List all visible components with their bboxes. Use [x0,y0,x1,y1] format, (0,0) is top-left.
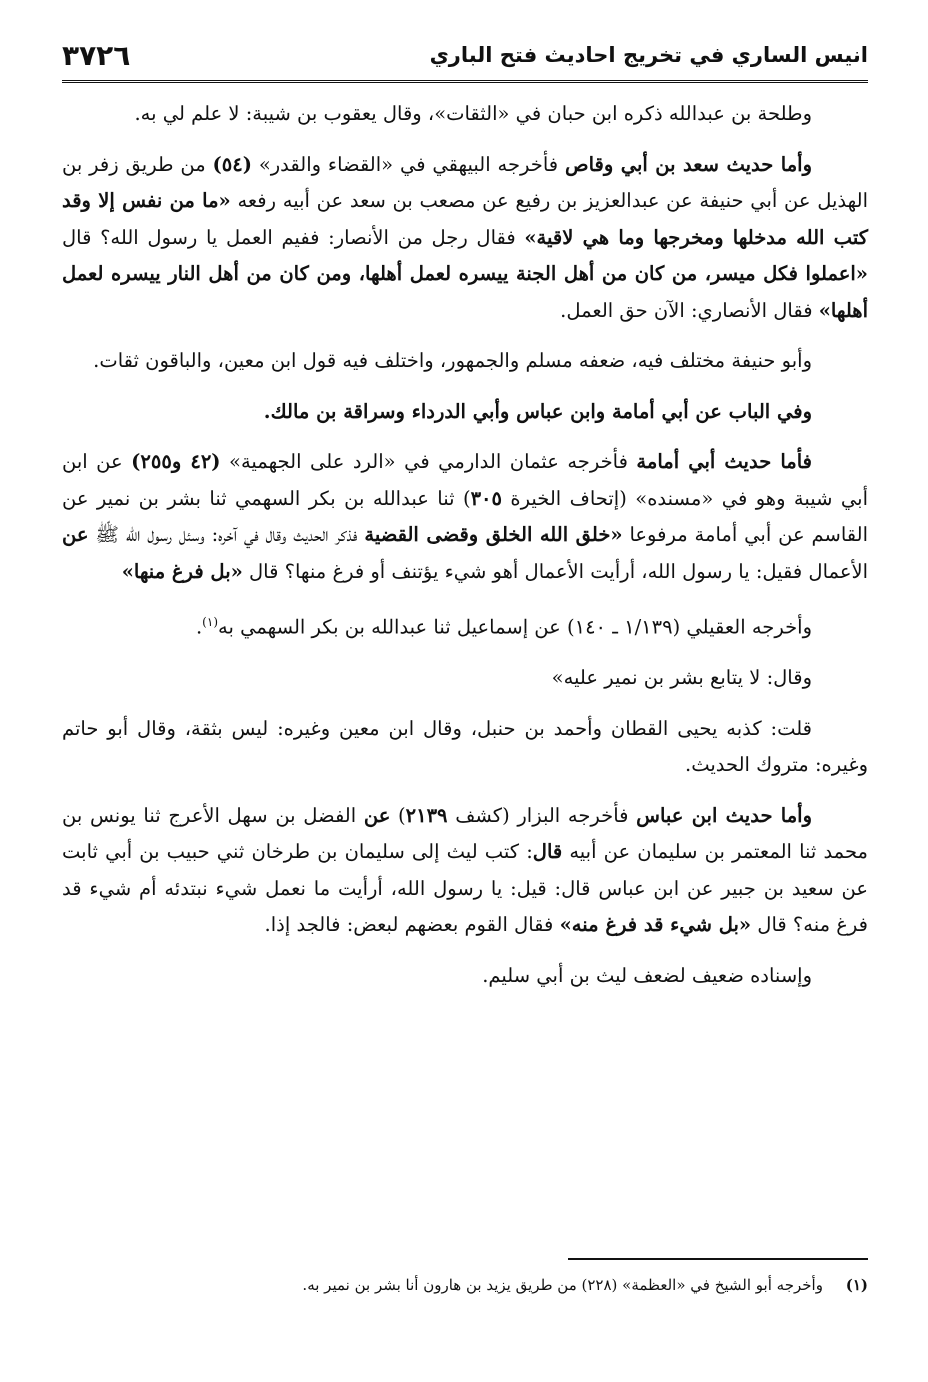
page-number: ٣٧٢٦ [62,38,131,72]
bold-text: «خلق الله الخلق وقضى القضية [364,523,623,546]
bold-text: فأما حديث أبي أمامة [636,450,813,473]
text-run: فأخرجه البزار (كشف [447,803,637,827]
text-run: ) ثنا عبدالله بن بكر السهمي ثنا بشر بن نمير عن القاسم عن أبي أمامة مرفوعا [62,486,868,546]
page-header [62,34,868,76]
bold-text: «اعملوا فكل ميسر، من كان من أهل الجنة ييسره لعمل أهلها، ومن كان من أهل النار ييسره لعمل أهلها» [62,262,868,322]
text-run: وقال: لا يتابع بشر بن نمير عليه» [551,666,812,689]
text-run: الأعمال فقيل: يا رسول الله، أرأيت الأعمال أهو شيء يؤتنف أو فرغ منها؟ قال [242,559,868,583]
bold-text: قال [532,840,563,863]
paragraph [62,394,868,431]
paragraph [62,711,868,784]
paragraph [62,798,868,944]
bold-text: «بل شيء قد فرغ منه» [559,913,752,936]
bold-text: «ما من نفس إلا وقد كتب الله مدخلها ومخرجها وما هي لاقية» [62,189,868,249]
running-title: انيس الساري في تخريج احاديث فتح الباري [429,43,868,67]
bold-text: وأما حديث ابن عباس [636,803,812,827]
text-run: وطلحة بن عبدالله ذكره ابن حبان في «الثقات»، وقال يعقوب بن شيبة: لا علم لي به. [134,102,812,125]
body-text [62,96,868,1008]
text-run: : كتب ليث إلى سليمان بن طرخان ثني حبيب بن أبي ثابت عن سعيد بن جبير عن ابن عباس قال: قيل: يا رسول الله، أرأيت ما نعمل شيء نبتدئه أم شيء قد فرغ منه؟ قال [62,840,868,936]
bold-text: «بل فرغ منها» [121,559,243,583]
text-run: الفضل بن سهل الأعرج ثنا يونس بن محمد ثنا المعتمر بن سليمان عن أبيه [62,803,868,863]
text-run: فذكر الحديث وقال في آخره: وسئل رسول الله ﷺ [88,523,365,546]
text-run: وأبو حنيفة مختلف فيه، ضعفه مسلم والجمهور، واختلف فيه قول ابن معين، والباقون ثقات. [93,349,812,372]
bold-text: عن [62,523,89,546]
bold-text: ٣٠٥ [470,486,502,510]
text-run: فقال رجل من الأنصار: ففيم العمل يا رسول الله؟ قال [62,225,525,249]
text-run: فأخرجه البيهقي في «القضاء والقدر» [251,152,565,176]
paragraph [62,660,868,697]
text-run: ) [390,803,406,827]
text-run: فقال الأنصاري: الآن حق العمل. [560,298,819,322]
bold-text: وفي الباب عن أبي أمامة وابن عباس وأبي الدرداء وسراقة بن مالك. [263,399,812,423]
bold-text: (٥٤) [212,152,252,176]
paragraph [62,604,868,646]
text-run: فقال القوم بعضهم لبعض: فالجد إذا. [264,913,560,936]
paragraph [62,958,868,995]
footnote-text: وأخرجه أبو الشيخ في «العظمة» (٢٢٨) من طريق يزيد بن هارون أنا بشر بن نمير به. [302,1276,823,1294]
footnote-reference: (١) [202,615,218,629]
text-run: . [195,615,203,639]
footnote-rule [568,1258,868,1260]
paragraph [62,96,868,133]
paragraph [62,444,868,590]
text-run: فأخرجه عثمان الدارمي في «الرد على الجهمية» [220,450,637,473]
bold-text: وأما حديث سعد بن أبي وقاص [565,152,813,176]
text-run: قلت: كذبه يحيى القطان وأحمد بن حنبل، وقال ابن معين وغيره: ليس بثقة، وقال أبو حاتم وغيره: متروك الحديث. [62,716,868,776]
text-run: وإسناده ضعيف لضعف ليث بن أبي سليم. [482,963,812,987]
paragraph [62,147,868,330]
bold-text: (٤٢ و٢٥٥) [131,450,221,473]
footnote-marker: (١) [845,1276,868,1294]
footnote [62,1272,868,1298]
paragraph [62,343,868,380]
text-run: وأخرجه العقيلي (١/١٣٩ ـ ١٤٠) عن إسماعيل ثنا عبدالله بن بكر السهمي به [218,615,812,639]
header-rule [62,80,868,83]
bold-text: عن [363,803,391,827]
bold-text: ٢١٣٩ [405,803,448,827]
text-run: عن ابن أبي شيبة وهو في «مسنده» (إتحاف الخيرة [62,450,868,510]
text-run: من طريق زفر بن الهذيل عن أبي حنيفة عن عبدالعزيز بن رفيع عن مصعب بن سعد عن أبيه رفعه [62,152,868,212]
